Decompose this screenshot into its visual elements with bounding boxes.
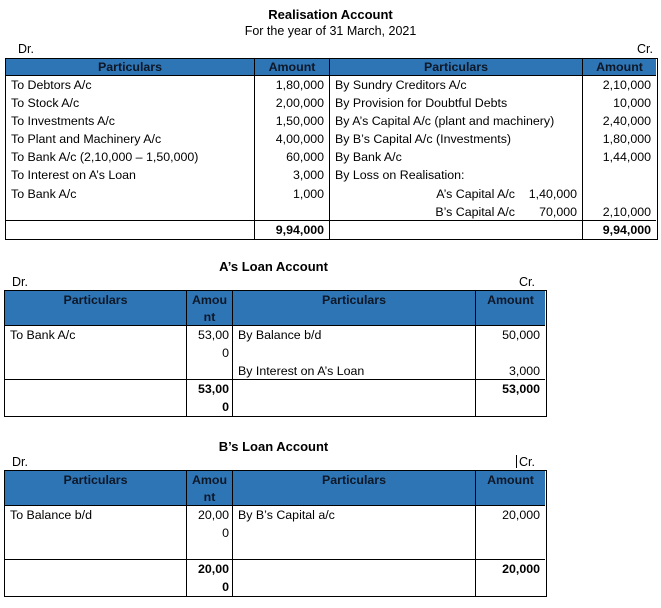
entry-label: To Debtors A/c xyxy=(11,78,92,92)
credit-total: 9,94,000 xyxy=(602,223,651,237)
entry-amount xyxy=(583,166,656,184)
column-header-debit-amount xyxy=(187,291,233,326)
entry-amount: 2,10,000 xyxy=(602,204,651,219)
blank-line xyxy=(233,524,475,542)
entry-amount: 0 xyxy=(222,346,229,360)
dr-label: Dr. xyxy=(12,455,28,469)
credit-amount-cell xyxy=(476,326,545,380)
total-line: 0 xyxy=(222,400,229,414)
entry-amount: 4,00,000 xyxy=(275,132,324,147)
entry-amount xyxy=(583,185,656,203)
dr-label: Dr. xyxy=(12,275,28,289)
entry-amount: 1,50,000 xyxy=(275,114,324,129)
entry-amount: 0 xyxy=(222,526,229,540)
header-line: nt xyxy=(203,310,216,324)
debit-total: 9,94,000 xyxy=(255,221,330,239)
total-line: 0 xyxy=(222,580,229,594)
entry-amount: 50,000 xyxy=(502,328,540,342)
blank-line xyxy=(476,524,545,542)
blank-line xyxy=(476,542,545,560)
text-cursor xyxy=(516,455,517,468)
column-header-debit-amount xyxy=(187,471,233,506)
total-row-spacer xyxy=(6,221,255,239)
total-line: 20,000 xyxy=(502,562,540,576)
column-header-debit-particulars: Particulars xyxy=(5,291,187,326)
blank-line xyxy=(233,542,475,560)
entry-amount: 20,00 xyxy=(197,508,229,522)
entry-label: By B’s Capital a/c xyxy=(238,508,335,522)
credit-amount-cell xyxy=(583,76,656,221)
entry-label: By Loss on Realisation: xyxy=(335,168,465,183)
cr-label: Cr. xyxy=(637,42,653,56)
blank-line xyxy=(187,362,232,380)
entry-label: To Bank A/c xyxy=(11,186,77,201)
total-line: 53,000 xyxy=(502,382,540,396)
total-row-spacer xyxy=(330,221,583,239)
header-line: Amou xyxy=(191,473,228,487)
credit-particulars-cell xyxy=(330,76,583,221)
a-loan-account-section xyxy=(0,259,661,417)
entry-label: By Bank A/c xyxy=(335,150,402,165)
account-title: A’s Loan Account xyxy=(219,259,328,274)
total-row-spacer xyxy=(5,380,187,416)
partner-name: B’s Capital A/c xyxy=(435,204,515,219)
account-title: B’s Loan Account xyxy=(218,439,329,454)
debit-amount-cell xyxy=(187,326,233,380)
account-title: Realisation Account xyxy=(268,7,393,22)
account-subtitle: For the year of 31 March, 2021 xyxy=(244,24,417,38)
blank-line xyxy=(233,344,475,362)
entry-amount: 2,10,000 xyxy=(602,78,651,92)
column-header-credit-particulars: Particulars xyxy=(233,291,476,326)
entry-label: By Balance b/d xyxy=(238,328,322,342)
total-row-spacer xyxy=(233,380,476,416)
blank-line xyxy=(5,542,186,560)
entry-amount: 60,000 xyxy=(286,150,324,165)
cr-label-wrap xyxy=(516,455,535,469)
blank-line xyxy=(255,203,329,221)
a-loan-table xyxy=(4,290,547,417)
entry-label: To Bank A/c xyxy=(10,328,76,342)
entry-amount: 2,00,000 xyxy=(275,96,324,111)
credit-particulars-cell xyxy=(233,506,476,560)
entry-label: To Stock A/c xyxy=(11,96,80,111)
loss-allocation-line xyxy=(330,185,582,203)
debit-total xyxy=(187,380,233,416)
realisation-account-section xyxy=(0,7,661,240)
dr-cr-row xyxy=(18,42,653,57)
header-line: nt xyxy=(203,490,216,504)
entry-label: To Plant and Machinery A/c xyxy=(11,132,162,147)
entry-amount: 20,000 xyxy=(502,508,540,522)
dr-cr-row xyxy=(12,275,535,289)
partner-name: A’s Capital A/c xyxy=(436,186,515,201)
column-header-credit-amount: Amount xyxy=(583,59,656,76)
entry-label: By B’s Capital A/c (Investments) xyxy=(335,132,512,147)
loss-allocation-line xyxy=(330,203,582,221)
credit-amount-cell xyxy=(476,506,545,560)
entry-amount: 1,80,000 xyxy=(275,78,324,92)
blank-line xyxy=(5,344,186,362)
entry-amount: 3,000 xyxy=(508,364,540,378)
entry-label: By Interest on A’s Loan xyxy=(238,364,365,378)
blank-line xyxy=(6,203,254,221)
credit-particulars-cell xyxy=(233,326,476,380)
entry-amount: 1,44,000 xyxy=(602,150,651,165)
column-header-credit-amount: Amount xyxy=(476,291,545,326)
entry-amount: 2,40,000 xyxy=(602,114,651,129)
partner-amount: 1,40,000 xyxy=(528,186,577,201)
debit-total xyxy=(187,560,233,596)
realisation-table xyxy=(5,58,658,240)
entry-amount: 1,80,000 xyxy=(602,132,651,147)
column-header-debit-particulars: Particulars xyxy=(6,59,255,76)
entry-label: To Balance b/d xyxy=(10,508,92,522)
entry-label: To Investments A/c xyxy=(11,114,115,129)
debit-particulars-cell xyxy=(6,76,255,221)
total-line: 53,00 xyxy=(197,382,229,396)
blank-line xyxy=(5,524,186,542)
total-line: 20,00 xyxy=(197,562,229,576)
debit-amount-cell xyxy=(187,506,233,560)
entry-amount: 10,000 xyxy=(613,96,651,111)
debit-amount-cell xyxy=(255,76,330,221)
column-header-credit-amount: Amount xyxy=(476,471,545,506)
entry-label: By Provision for Doubtful Debts xyxy=(335,96,508,111)
partner-amount: 70,000 xyxy=(539,204,577,219)
column-header-debit-particulars: Particulars xyxy=(5,471,187,506)
entry-label: To Interest on A’s Loan xyxy=(11,168,136,183)
cr-label: Cr. xyxy=(519,455,535,469)
debit-particulars-cell xyxy=(5,506,187,560)
credit-total xyxy=(476,380,545,416)
debit-particulars-cell xyxy=(5,326,187,380)
column-header-debit-amount: Amount xyxy=(255,59,330,76)
blank-line xyxy=(476,344,545,362)
total-row-spacer xyxy=(5,560,187,596)
entry-amount: 1,000 xyxy=(292,186,324,201)
entry-label: By Sundry Creditors A/c xyxy=(335,78,467,92)
cr-label: Cr. xyxy=(519,275,535,289)
entry-label: By A’s Capital A/c (plant and machinery) xyxy=(335,114,555,129)
blank-line xyxy=(187,542,232,560)
dr-cr-row xyxy=(12,455,535,469)
column-header-credit-particulars: Particulars xyxy=(330,59,583,76)
entry-amount: 3,000 xyxy=(292,168,324,183)
blank-line xyxy=(5,362,186,380)
b-loan-account-section xyxy=(0,439,661,597)
total-row-spacer xyxy=(233,560,476,596)
header-line: Amou xyxy=(191,293,228,307)
b-loan-table xyxy=(4,470,547,597)
column-header-credit-particulars: Particulars xyxy=(233,471,476,506)
credit-total xyxy=(476,560,545,596)
entry-label: To Bank A/c (2,10,000 – 1,50,000) xyxy=(11,150,199,165)
entry-amount: 53,00 xyxy=(197,328,229,342)
dr-label: Dr. xyxy=(18,42,34,56)
